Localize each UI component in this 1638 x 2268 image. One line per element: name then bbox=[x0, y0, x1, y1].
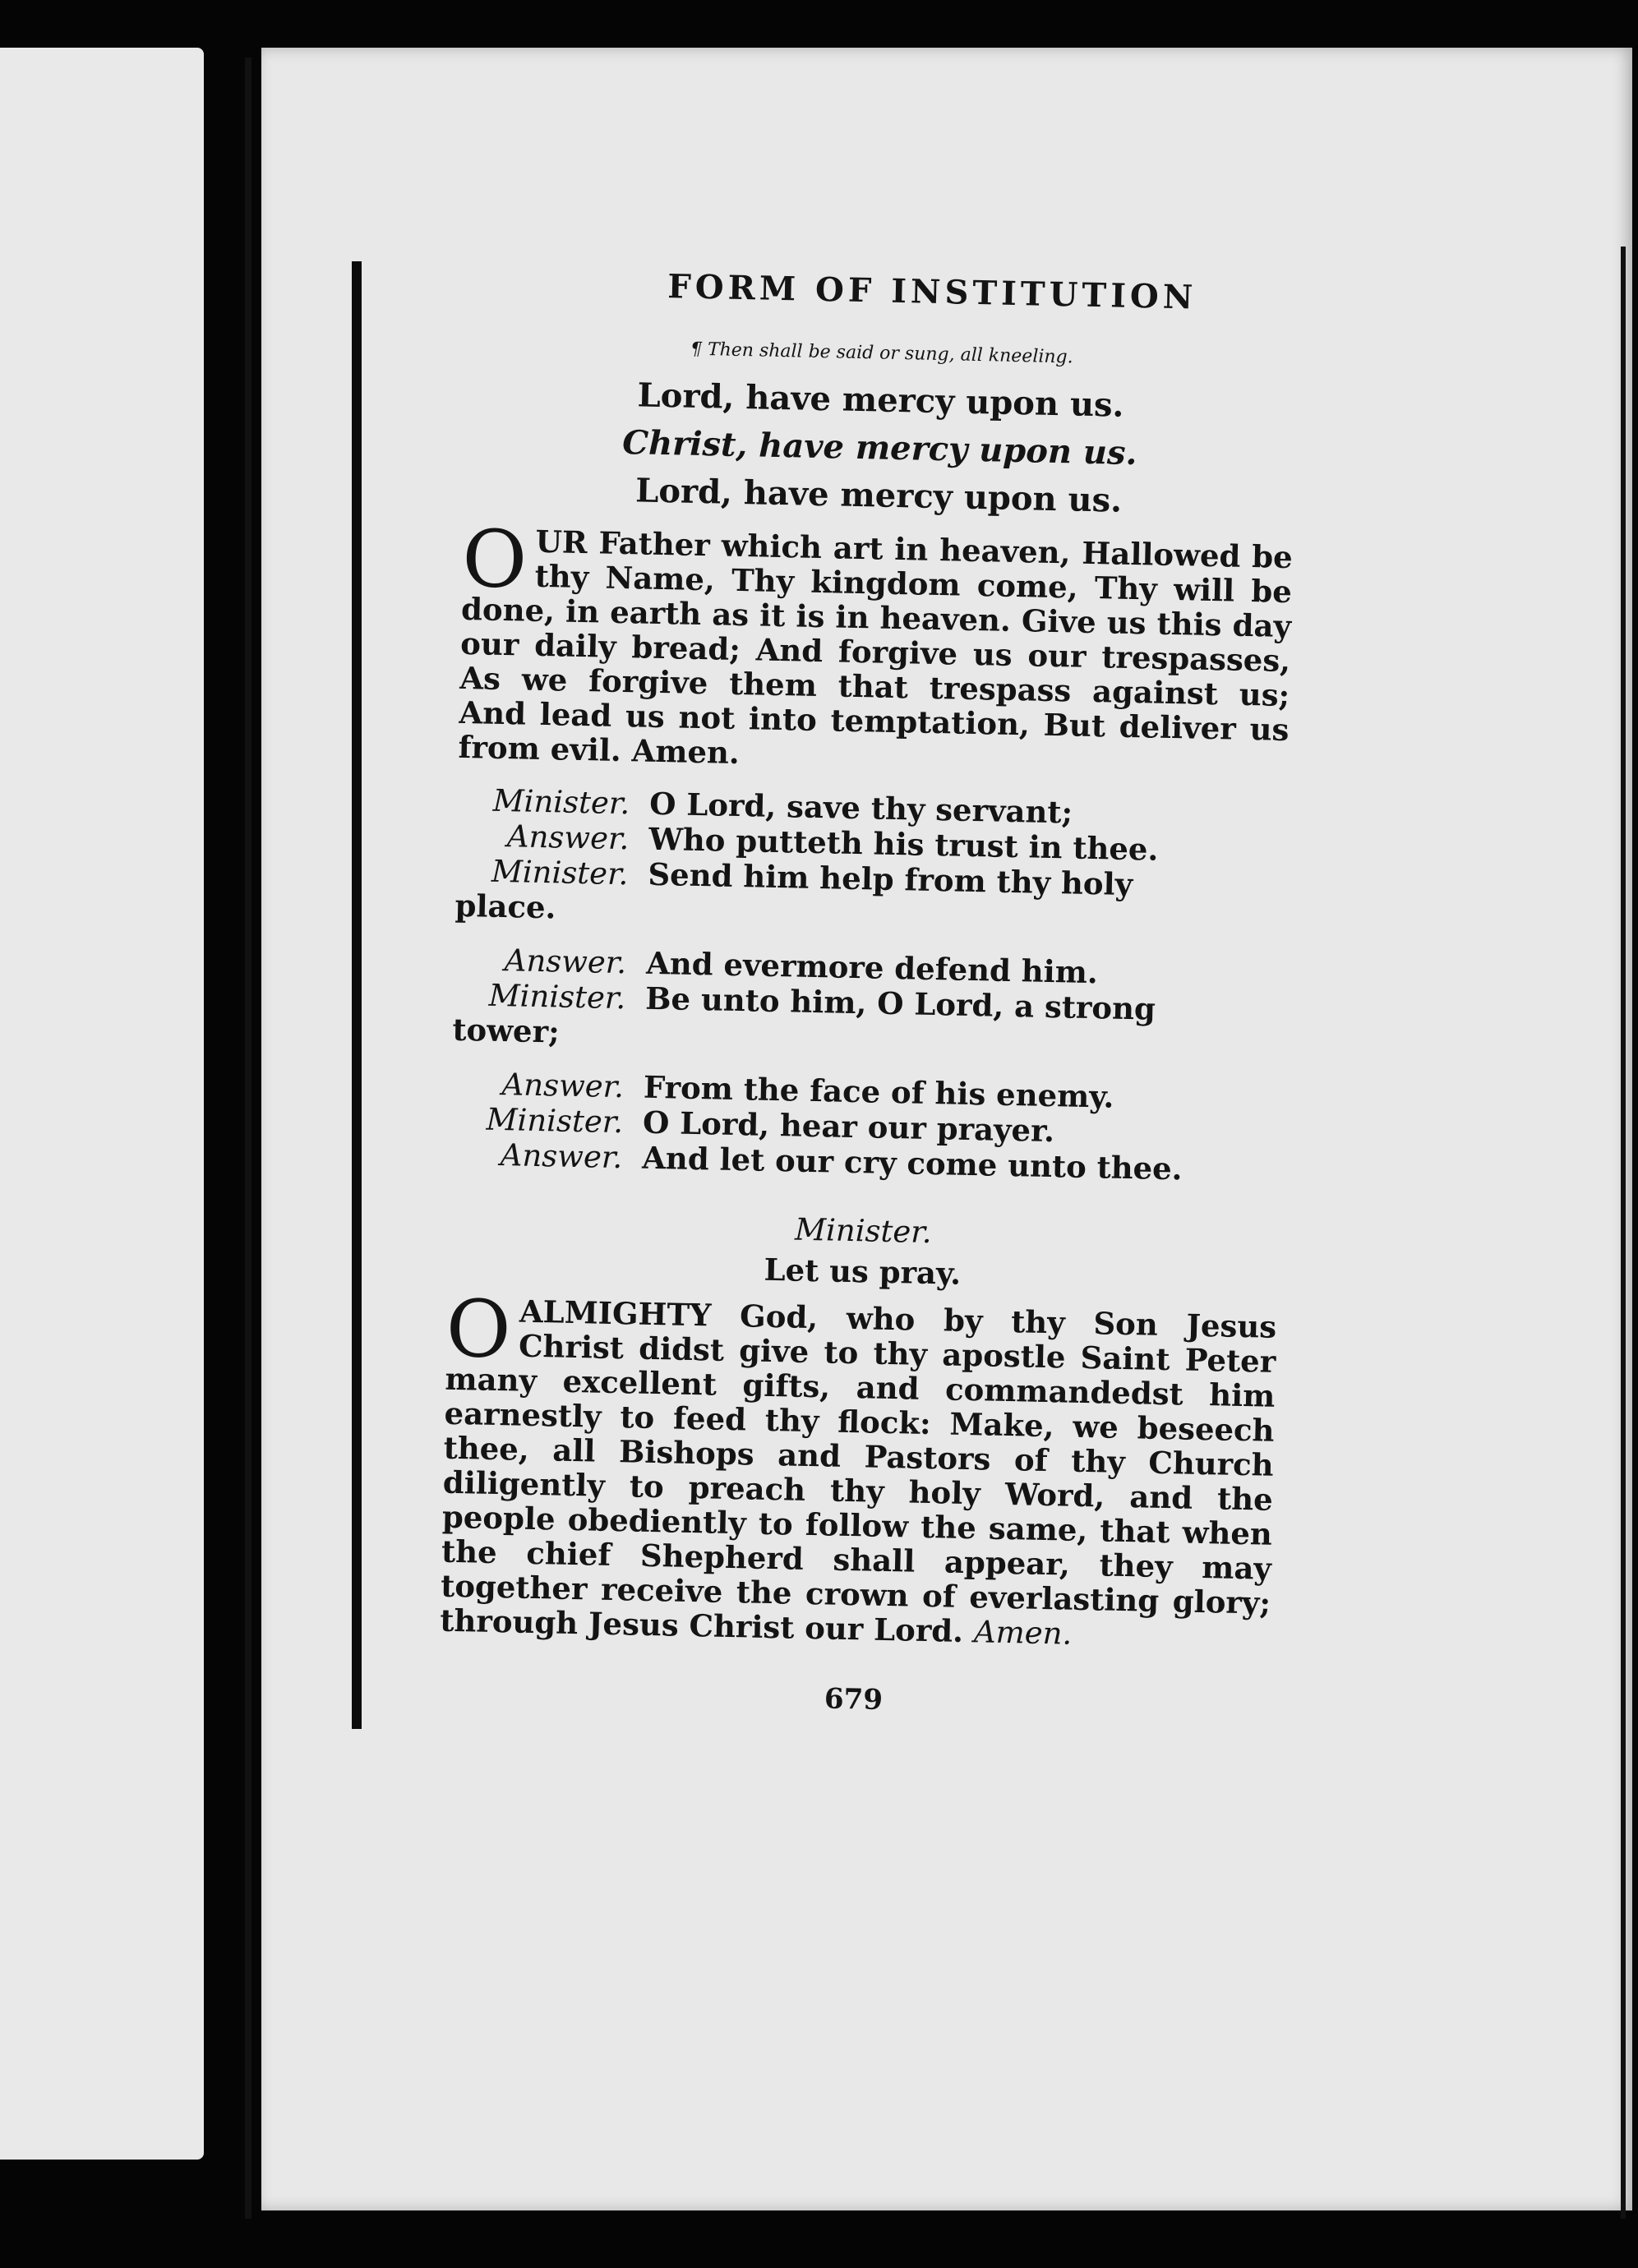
versicle-role: Answer. bbox=[506, 818, 630, 857]
kyrie-line: Lord, have mercy upon us. bbox=[637, 376, 1125, 425]
lords-prayer-text: UR Father which art in heaven, Hallowed be thy Name, Thy kingdom come, Thy will be done, in earth as it is in heaven. Give us this day our daily bread; And forgive us our trespasses, As we forgive them that trespass against us; And lead us not into temptation, But deliver us from evil. Amen. bbox=[458, 523, 1294, 772]
lords-prayer bbox=[458, 512, 1294, 781]
collect bbox=[439, 1282, 1277, 1656]
versicle-text: And evermore defend him. bbox=[645, 944, 1099, 991]
let-us-pray: Let us pray. bbox=[764, 1251, 962, 1292]
versicles bbox=[450, 782, 1288, 1189]
versicle-text: Be unto him, O Lord, a strong bbox=[644, 980, 1156, 1027]
kyrie-line: Lord, have mercy upon us. bbox=[634, 471, 1123, 520]
versicle-role: Minister. bbox=[492, 782, 630, 822]
versicle-text: Who putteth his trust in thee. bbox=[648, 820, 1159, 868]
minister-heading: Minister. bbox=[794, 1211, 933, 1251]
drop-cap: O bbox=[445, 1282, 512, 1376]
versicle-text: O Lord, save thy servant; bbox=[648, 785, 1073, 831]
drop-cap: O bbox=[461, 512, 528, 606]
versicle-role: Answer. bbox=[501, 1067, 625, 1105]
versicle-text: And let our cry come unto thee. bbox=[641, 1139, 1184, 1187]
page-number: 679 bbox=[824, 1682, 884, 1717]
page-title: FORM OF INSTITUTION bbox=[667, 267, 1197, 317]
collect-text: ALMIGHTY God, who by thy Son Jesus Christ didst give to thy apostle Saint Peter many excellent gifts, and commandedst him earnestly to feed thy flock: Make, we beseech thee, all Bishops and Pastors of thy Church diligently to preach thy holy Word, and the people obediently to follow the same, that when the chief Shepherd shall appear, they may together receive the crown of everlasting glory; through Jesus Christ our Lord. bbox=[439, 1293, 1277, 1649]
rubric bbox=[467, 334, 1297, 372]
page-edge-line bbox=[1621, 247, 1626, 2219]
kyrie-line: Christ, have mercy upon us. bbox=[621, 422, 1137, 473]
versicle-continuation: place. bbox=[454, 887, 556, 926]
versicle-role: Minister. bbox=[488, 977, 626, 1016]
versicle-role: Answer. bbox=[504, 943, 627, 981]
versicle-continuation: tower; bbox=[452, 1011, 561, 1050]
versicle-text: Send him help from thy holy bbox=[648, 855, 1133, 903]
margin-rule bbox=[352, 261, 362, 1729]
collect-amen: Amen. bbox=[973, 1614, 1073, 1652]
pilcrow-icon: ¶ bbox=[690, 339, 703, 360]
versicle-role: Minister. bbox=[491, 853, 629, 892]
versicle-role: Minister. bbox=[486, 1101, 624, 1141]
versicle-text: From the face of his enemy. bbox=[643, 1068, 1114, 1115]
versicle-text: O Lord, hear our prayer. bbox=[642, 1104, 1055, 1150]
binding-edge-line bbox=[245, 58, 251, 2219]
page-text bbox=[437, 263, 1298, 1753]
versicle-role: Answer. bbox=[500, 1137, 623, 1176]
left-page-fragment bbox=[0, 48, 204, 2160]
rubric-text: Then shall be said or sung, all kneeling. bbox=[707, 339, 1073, 368]
